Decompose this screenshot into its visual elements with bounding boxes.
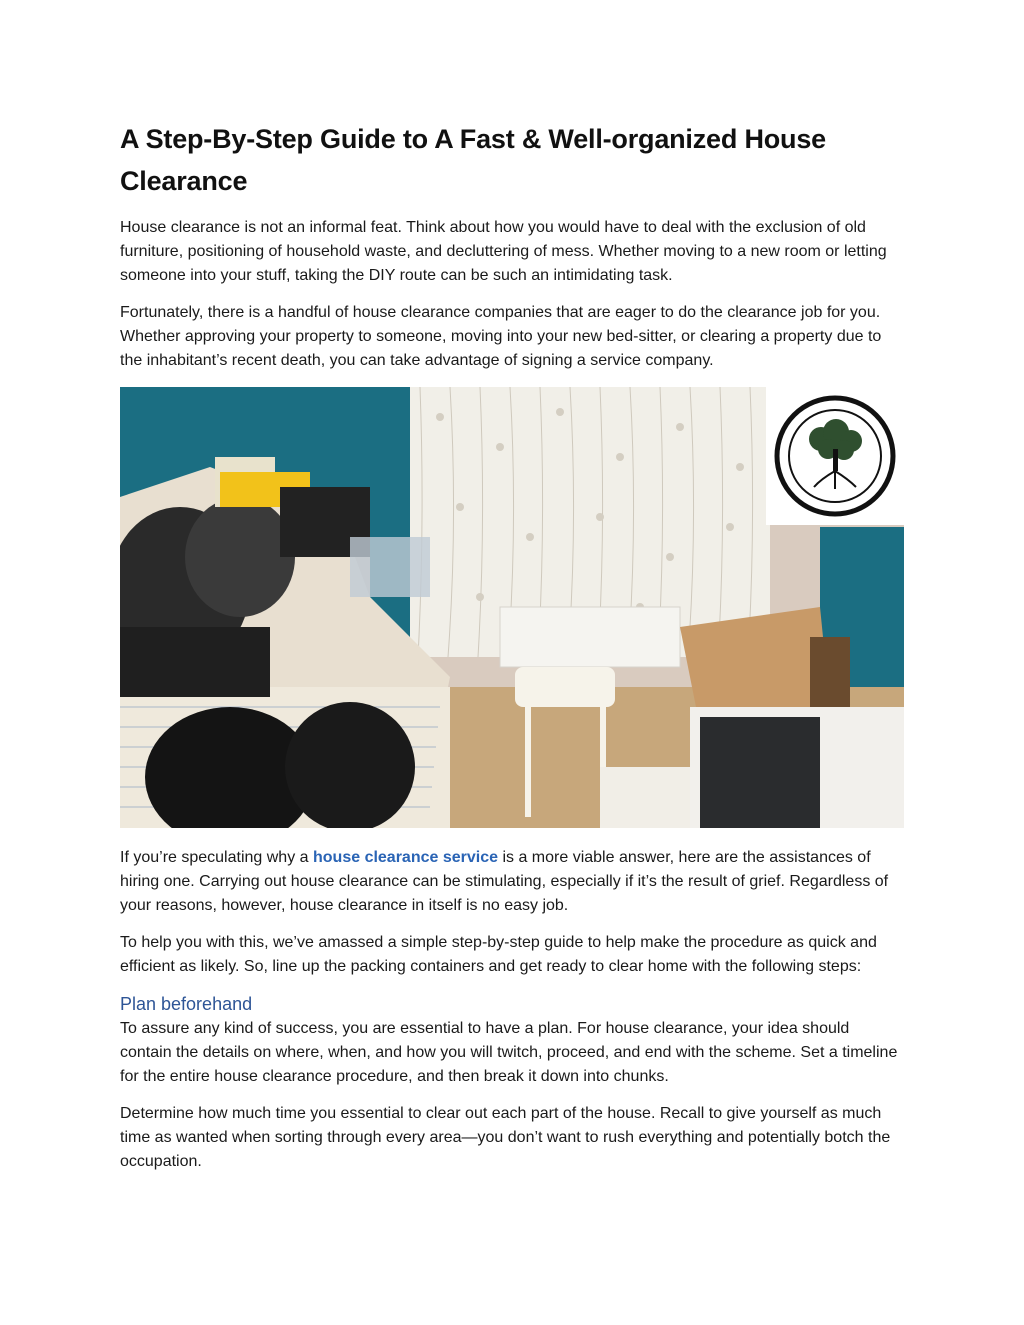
paragraph-intro: House clearance is not an informal feat. Think about how you would have to deal with the exclusion of old furniture, positioning of household waste, and decluttering of mess. Whether moving to a new room or letting someone into your stuff, taking the DIY route can be such an intimidating task. (120, 219, 887, 284)
heading-plan-beforehand: Plan beforehand (120, 994, 253, 1014)
clearthelot-logo (766, 387, 904, 525)
page-title: A Step-By-Step Guide to A Fast & Well-organized House Clearance (120, 124, 826, 196)
speculating-text-after: is a more viable answer, here are the assistances of hiring one. Carrying out house clearance can be stimulating, especially if it’s the result of grief. Regardless of your reasons, however, house clearance in itself is no easy job. (120, 849, 889, 914)
paragraph-fortunately: Fortunately, there is a handful of house clearance companies that are eager to do the clearance job for you. Whether approving your property to someone, moving into your new bed-sitter, or clearing a property due to the inhabitant’s recent death, you can take advantage of signing a service company. (120, 304, 882, 369)
paragraph-help: To help you with this, we’ve amassed a simple step-by-step guide to help make the procedure as quick and efficient as likely. So, line up the packing containers and get ready to clear home with the following steps: (120, 934, 877, 975)
paragraph-determine: Determine how much time you essential to clear out each part of the house. Recall to give yourself as much time as wanted when sorting through every area—you don’t want to rush everything and potentially botch the occupation. (120, 1105, 891, 1170)
paragraph-speculating (120, 846, 905, 918)
document-page (120, 118, 905, 1174)
paragraph-plan: To assure any kind of success, you are essential to have a plan. For house clearance, your idea should contain the details on where, when, and how you will twitch, proceed, and end with the scheme. Set a timeline for the entire house clearance procedure, and then break it down into chunks. (120, 1020, 898, 1085)
tree-logo-icon (766, 387, 904, 525)
speculating-text-before: If you’re speculating why a (120, 849, 313, 866)
house-clearance-service-link[interactable]: house clearance service (313, 849, 499, 866)
room-clutter-photo (120, 387, 904, 828)
